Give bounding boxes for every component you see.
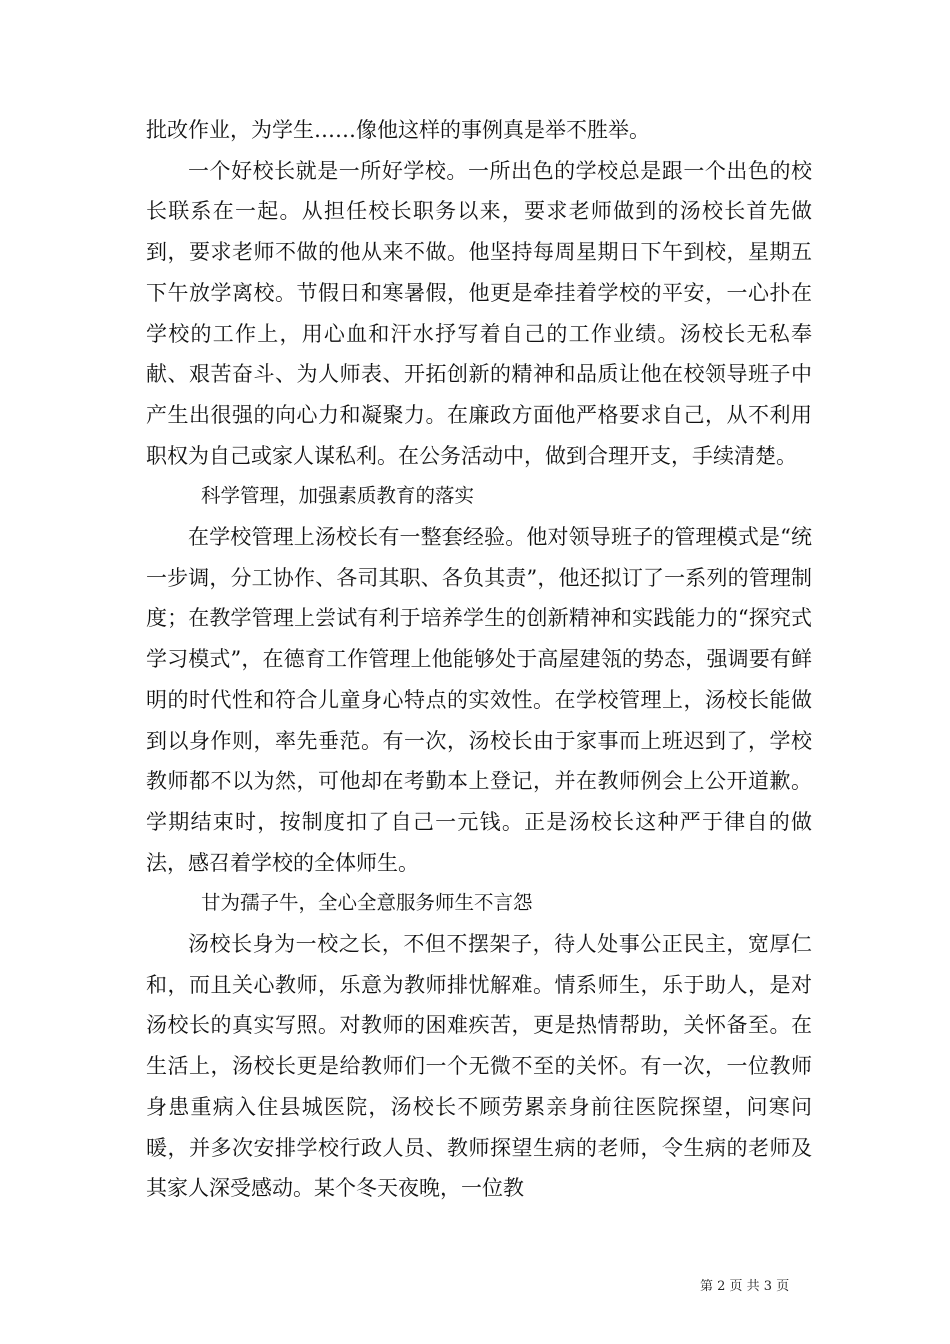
- paragraph-school-management: 在学校管理上汤校长有一整套经验。他对领导班子的管理模式是“统一步调，分工协作、各司其职、各负其责”，他还拟订了一系列的管理制度；在教学管理上尝试有利于培养学生的创新精神和实践能力的“探究式学习模式”，在德育工作管理上他能够处于高屋建瓴的势态，强调要有鲜明的时代性和符合儿童身心特点的实效性。在学校管理上，汤校长能做到以身作则，率先垂范。有一次，汤校长由于家事而上班迟到了，学校教师都不以为然，可他却在考勤本上登记，并在教师例会上公开道歉。学期结束时，按制度扣了自己一元钱。正是汤校长这种严于律自的做法，感召着学校的全体师生。: [146, 525, 812, 875]
- page-number-footer: 第 2 页 共 3 页: [700, 1279, 790, 1294]
- document-body: [146, 110, 812, 1209]
- section-heading-serve-teachers-students: 甘为孺子牛，全心全意服务师生不言怨: [201, 891, 533, 915]
- paragraph-care-for-teachers: 汤校长身为一校之长，不但不摆架子，待人处事公正民主，宽厚仁和，而且关心教师，乐意为教师排忧解难。情系师生，乐于助人，是对汤校长的真实写照。对教师的困难疾苦，更是热情帮助，关怀备至。在生活上，汤校长更是给教师们一个无微不至的关怀。有一次，一位教师身患重病入住县城医院，汤校长不顾劳累亲身前往医院探望，问寒问暖，并多次安排学校行政人员、教师探望生病的老师，令生病的老师及其家人深受感动。某个冬天夜晚，一位教: [146, 932, 812, 1201]
- paragraph-continuation: 批改作业，为学生……像他这样的事例真是举不胜举。: [146, 118, 650, 142]
- section-heading-scientific-management: 科学管理，加强素质教育的落实: [201, 484, 475, 508]
- paragraph-good-principal: 一个好校长就是一所好学校。一所出色的学校总是跟一个出色的校长联系在一起。从担任校长职务以来，要求老师做到的汤校长首先做到，要求老师不做的他从来不做。他坚持每周星期日下午到校，星期五下午放学离校。节假日和寒暑假，他更是牵挂着学校的平安，一心扑在学校的工作上，用心血和汗水抒写着自己的工作业绩。汤校长无私奉献、艰苦奋斗、为人师表、开拓创新的精神和品质让他在校领导班子中产生出很强的向心力和凝聚力。在廉政方面他严格要求自己，从不利用职权为自己或家人谋私利。在公务活动中，做到合理开支，手续清楚。: [146, 158, 812, 468]
